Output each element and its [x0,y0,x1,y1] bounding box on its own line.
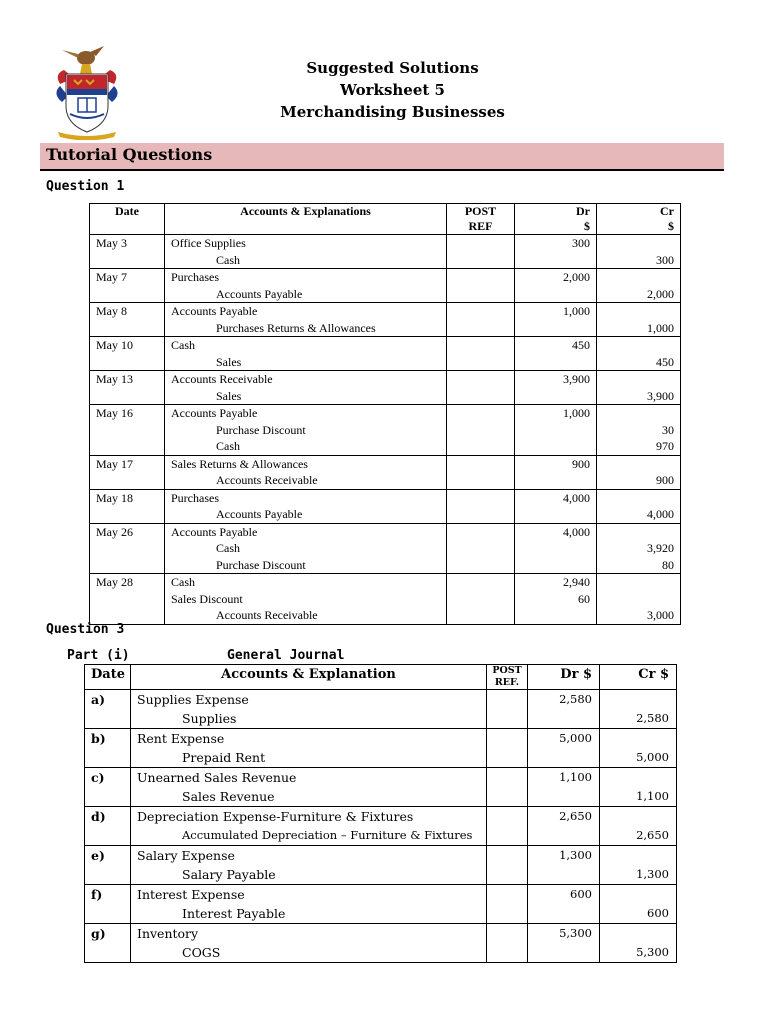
header-date: Date [90,204,165,235]
account-name: Accounts Receivable [216,608,318,622]
cell-post [447,489,515,523]
cell-cr [597,455,681,489]
cell-acct [165,371,447,405]
credit-amount [597,303,674,320]
entry-date: b) [91,731,106,746]
table-row [85,768,677,807]
credit-amount: 3,900 [647,388,674,403]
cell-acct [165,455,447,489]
cell-dr [515,303,597,337]
cell-acct [131,729,487,768]
account-name: Office Supplies [171,236,246,250]
account-name: Cash [171,575,195,589]
cell-date [85,690,131,729]
cell-date [90,235,165,269]
question-1-label: Question 1 [46,179,125,194]
cell-date [90,523,165,574]
debit-amount [528,826,592,845]
account-name: Interest Payable [182,906,286,921]
entry-date: e) [91,848,105,863]
cell-acct [165,235,447,269]
account-name: Sales [216,388,242,403]
credit-amount: 3,000 [647,608,674,622]
entry-date: May 17 [96,456,133,471]
cell-dr [515,371,597,405]
cell-date [90,405,165,456]
entry-date: May 7 [96,270,127,284]
credit-amount: 5,300 [636,945,669,959]
header-accounts: Accounts & Explanation [131,665,487,690]
cell-cr [600,729,677,768]
debit-amount: 4,000 [563,490,590,505]
entry-date: May 18 [96,490,133,505]
cell-cr [597,523,681,574]
cell-dr [515,455,597,489]
debit-amount: 1,000 [563,304,590,318]
cell-acct [165,269,447,303]
debit-amount [515,422,590,439]
cell-acct [131,768,487,807]
cell-post [447,371,515,405]
cell-post [447,523,515,574]
cell-post [487,729,528,768]
cell-dr [515,235,597,269]
account-name: Accounts Payable [171,406,258,420]
account-name: Supplies [182,711,237,726]
account-name: Unearned Sales Revenue [137,770,297,785]
question-1-journal-table [89,203,681,625]
credit-amount: 2,000 [647,286,674,301]
entry-date: May 26 [96,524,133,539]
account-name: Prepaid Rent [182,750,266,765]
question-3-label: Question 3 [46,622,125,637]
credit-amount [597,235,674,252]
cell-cr [597,371,681,405]
account-name: Salary Expense [137,848,235,863]
entry-date: d) [91,809,106,824]
credit-amount [600,729,669,748]
journal-title: General Journal [227,648,345,663]
account-name: Sales [216,354,242,369]
account-name: Purchase Discount [216,557,306,572]
credit-amount [597,405,674,422]
account-name: Cash [216,541,240,555]
debit-amount [515,388,590,405]
header-post-ref: POST REF. [487,665,528,690]
cell-post [447,235,515,269]
cell-cr [597,489,681,523]
account-name: Sales Discount [171,591,243,606]
account-name: Interest Expense [137,887,245,902]
cell-date [90,303,165,337]
cell-cr [600,690,677,729]
debit-amount [515,286,590,303]
cell-acct [165,337,447,371]
credit-amount: 3,920 [647,541,674,555]
account-name: Accounts Payable [216,286,303,301]
table-header-row [85,665,677,690]
table-row [90,489,681,523]
debit-amount [528,865,592,884]
cell-post [487,768,528,807]
credit-amount: 80 [662,557,674,572]
debit-amount [515,506,590,523]
cell-post [447,269,515,303]
section-banner [40,143,724,171]
debit-amount [528,787,592,806]
credit-amount [597,490,674,507]
cell-acct [131,885,487,924]
cell-post [447,303,515,337]
cell-post [447,337,515,371]
credit-amount: 2,650 [636,828,669,842]
cell-post [487,807,528,846]
header-line-2: Worksheet 5 [340,81,445,99]
cell-post [447,455,515,489]
entry-date: May 3 [96,236,127,250]
table-row [90,303,681,337]
debit-amount: 2,650 [559,809,592,823]
cell-post [447,405,515,456]
table-row [90,269,681,303]
cell-date [90,455,165,489]
cell-date [90,574,165,625]
credit-amount [597,371,674,388]
credit-amount [600,768,669,787]
debit-amount [528,748,592,767]
table-row [90,371,681,405]
cell-cr [600,885,677,924]
debit-amount: 2,000 [563,270,590,284]
credit-amount: 4,000 [647,507,674,521]
cell-cr [600,846,677,885]
account-name: Salary Payable [182,867,276,882]
credit-amount [600,924,669,943]
debit-amount: 1,100 [559,770,592,784]
account-name: Inventory [137,926,199,941]
cell-acct [131,690,487,729]
credit-amount: 600 [647,906,669,920]
cell-dr [528,807,600,846]
credit-amount [597,337,674,354]
document-header [230,57,555,123]
cell-post [487,846,528,885]
header-cr: Cr $ [600,665,677,690]
credit-amount [597,591,674,608]
cell-cr [600,768,677,807]
header-accounts: Accounts & Explanations [165,204,447,235]
debit-amount [515,320,590,337]
debit-amount: 1,300 [559,848,592,862]
account-name: Sales Revenue [182,789,275,804]
table-row [90,455,681,489]
cell-dr [515,337,597,371]
header-cr: Cr $ [597,204,681,235]
cell-cr [597,337,681,371]
cell-date [90,371,165,405]
debit-amount [515,472,590,489]
credit-amount: 2,580 [636,711,669,725]
cell-dr [528,924,600,963]
table-row [85,846,677,885]
account-name: Purchases [171,270,219,284]
credit-amount: 1,000 [647,320,674,335]
cell-date [85,807,131,846]
cell-dr [515,269,597,303]
account-name: Accounts Receivable [171,372,273,386]
account-name: Cash [216,252,240,267]
cell-cr [597,574,681,625]
header-dr: Dr $ [515,204,597,235]
question-3-journal-table [84,664,677,963]
cell-dr [515,523,597,574]
cell-cr [597,303,681,337]
credit-amount: 970 [656,439,674,453]
credit-amount [597,269,674,286]
table-row [90,574,681,625]
header-line-1: Suggested Solutions [306,59,479,77]
entry-date: f) [91,887,103,902]
credit-amount [600,885,669,904]
credit-amount [597,456,674,473]
entry-date: May 8 [96,304,127,318]
account-name: Depreciation Expense-Furniture & Fixtures [137,809,414,824]
cell-dr [515,405,597,456]
credit-amount: 1,300 [636,867,669,881]
credit-amount [600,690,669,709]
cell-acct [131,846,487,885]
account-name: Accumulated Depreciation – Furniture & Fixtures [182,828,473,842]
cell-dr [528,729,600,768]
header-line-3: Merchandising Businesses [280,103,505,121]
cell-dr [515,574,597,625]
cell-post [487,924,528,963]
account-name: Accounts Receivable [216,473,318,487]
cell-acct [131,924,487,963]
credit-amount [597,574,674,591]
account-name: Accounts Payable [216,507,303,521]
header-post-ref: POST REF [447,204,515,235]
table-row [85,690,677,729]
entry-date: May 13 [96,372,133,386]
cell-acct [165,303,447,337]
debit-amount: 5,000 [559,731,592,745]
credit-amount: 1,100 [636,789,669,803]
table-row [85,924,677,963]
account-name: Cash [216,439,240,453]
debit-amount [515,540,590,557]
debit-amount: 60 [578,591,590,606]
account-name: COGS [182,945,221,960]
university-crest-icon [52,44,122,140]
debit-amount: 1,000 [563,406,590,420]
account-name: Supplies Expense [137,692,249,707]
cell-acct [165,574,447,625]
cell-dr [528,885,600,924]
table-row [85,729,677,768]
account-name: Accounts Payable [171,524,258,539]
debit-amount [528,904,592,923]
header-dr: Dr $ [528,665,600,690]
debit-amount: 600 [570,887,592,901]
cell-cr [597,405,681,456]
table-row [90,337,681,371]
part-i-label: Part (i) [67,648,130,663]
account-name: Purchase Discount [216,422,306,437]
table-row [85,807,677,846]
account-name: Purchases [171,490,219,505]
cell-acct [165,489,447,523]
entry-date: g) [91,926,106,941]
cell-date [90,337,165,371]
credit-amount: 450 [656,354,674,369]
debit-amount: 300 [572,236,590,250]
debit-amount [515,557,590,574]
debit-amount: 5,300 [559,926,592,940]
debit-amount: 900 [572,456,590,471]
entry-date: a) [91,692,106,707]
debit-amount: 3,900 [563,372,590,386]
account-name: Purchases Returns & Allowances [216,320,376,335]
header-date: Date [85,665,131,690]
debit-amount [515,252,590,269]
cell-dr [528,690,600,729]
cell-date [85,846,131,885]
cell-date [85,885,131,924]
cell-cr [600,924,677,963]
cell-date [85,924,131,963]
entry-date: May 28 [96,575,133,589]
account-name: Accounts Payable [171,304,258,318]
account-name: Cash [171,338,195,352]
table-row [85,885,677,924]
cell-post [487,885,528,924]
debit-amount: 2,940 [563,575,590,589]
debit-amount: 450 [572,338,590,352]
account-name: Rent Expense [137,731,225,746]
cell-dr [515,489,597,523]
credit-amount: 300 [656,252,674,267]
section-title: Tutorial Questions [46,145,213,164]
credit-amount [600,846,669,865]
cell-dr [528,846,600,885]
cell-acct [131,807,487,846]
credit-amount: 5,000 [636,750,669,764]
credit-amount [600,807,669,826]
cell-dr [528,768,600,807]
debit-amount: 4,000 [563,524,590,539]
cell-cr [597,269,681,303]
cell-cr [600,807,677,846]
debit-amount [515,354,590,371]
table-row [90,405,681,456]
debit-amount [515,438,590,455]
cell-acct [165,523,447,574]
table-row [90,235,681,269]
table-row [90,523,681,574]
account-name: Sales Returns & Allowances [171,456,308,471]
credit-amount [597,524,674,541]
cell-post [447,574,515,625]
debit-amount [528,943,592,962]
cell-date [90,269,165,303]
cell-date [90,489,165,523]
entry-date: May 16 [96,406,133,420]
table-header-row [90,204,681,235]
cell-acct [165,405,447,456]
credit-amount: 30 [662,422,674,437]
cell-post [487,690,528,729]
credit-amount: 900 [656,473,674,487]
entry-date: c) [91,770,105,785]
debit-amount [515,607,590,624]
debit-amount: 2,580 [559,692,592,706]
cell-cr [597,235,681,269]
entry-date: May 10 [96,338,133,352]
cell-date [85,768,131,807]
debit-amount [528,709,592,728]
cell-date [85,729,131,768]
